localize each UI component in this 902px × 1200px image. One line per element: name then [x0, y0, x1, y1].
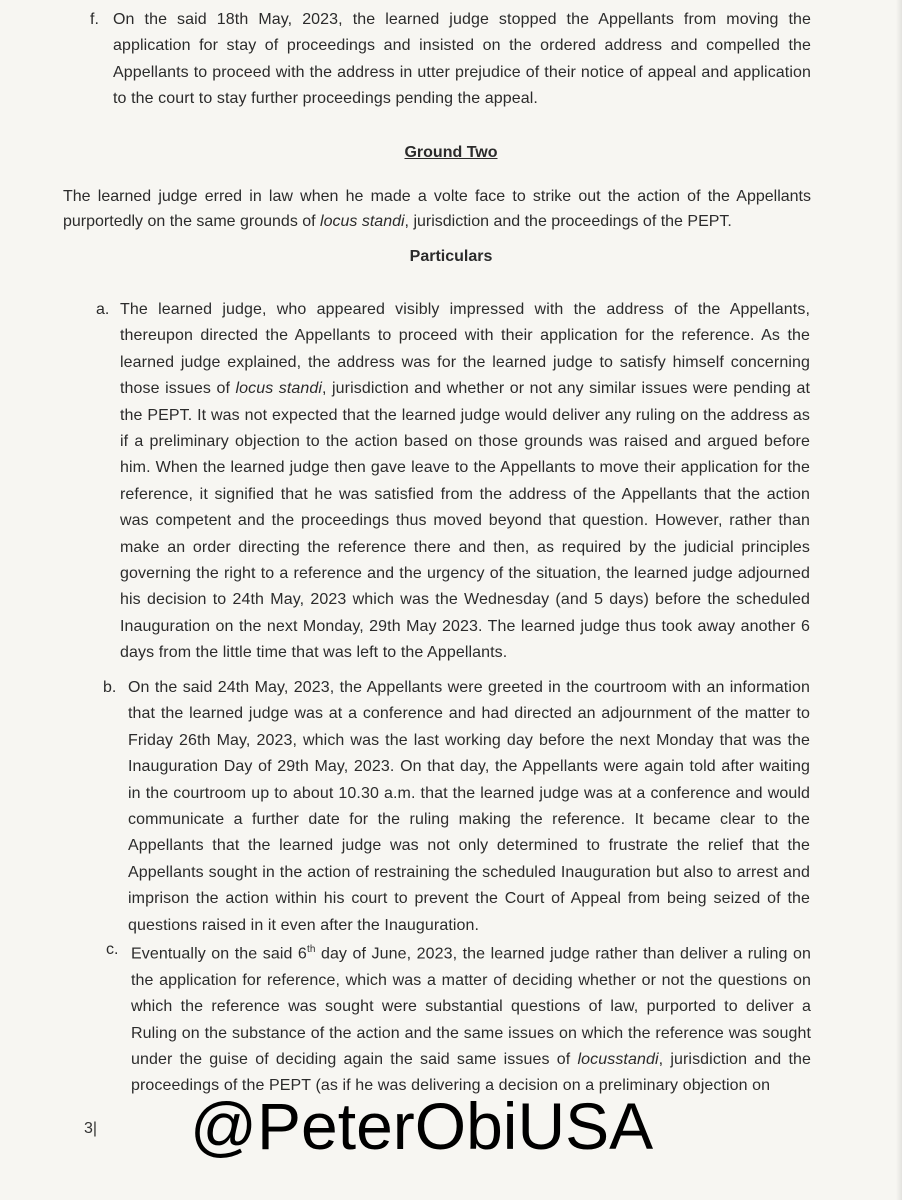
para-c-text — [131, 937, 811, 1100]
para-c-text-part-2: day of June, 2023, the learned judge rather than deliver a ruling on the application for reference, which was a matter of deciding whether or not the questions on which the reference was sought were substantial questions of law, purported to deliver a Ruling on the substance of the action and the same issues on which the reference was sought under the guise of deciding again the said same issues of — [131, 945, 811, 1068]
ground-two-heading: Ground Two — [404, 144, 498, 161]
para-f-marker: f. — [90, 11, 99, 28]
page-edge-shadow — [896, 0, 902, 1200]
ground-two-italic: locus standi — [320, 213, 405, 230]
para-a-marker: a. — [96, 301, 110, 318]
ground-two-text-part-1: The learned judge erred in law when he made a volte face to strike out the action of the Appellants purportedly on the same grounds of — [63, 188, 811, 230]
watermark-handle: @PeterObiUSA — [190, 1089, 654, 1163]
para-c-text-part-3: , jurisdiction and the proceedings of the PEPT (as if he was delivering a decision on a preliminary objection on — [131, 1050, 811, 1095]
para-b-text: On the said 24th May, 2023, the Appellants were greeted in the courtroom with an information that the learned judge was at a conference and had directed an adjournment of the matter to Friday 26th May, 2023, which was the last working day before the next Monday that was the Inauguration Day of 29th May, 2023. On that day, the Appellants were again told after waiting in the courtroom up to about 10.30 a.m. that the learned judge was at a conference and would communicate a further date for the ruling making the reference. It became clear to the Appellants that the learned judge was not only determined to frustrate the relief that the Appellants sought in the action of restraining the scheduled Inauguration but also to arrest and imprison the action within his court to prevent the Court of Appeal from being seized of the questions raised in it even after the Inauguration. — [128, 679, 810, 934]
particulars-heading: Particulars — [409, 248, 493, 265]
page-number: 3| — [84, 1120, 98, 1137]
ground-two-text-part-2: , jurisdiction and the proceedings of the PEPT. — [404, 213, 732, 230]
para-b-marker: b. — [103, 679, 117, 696]
para-f-text: On the said 18th May, 2023, the learned judge stopped the Appellants from moving the application for stay of proceedings and insisted on the ordered address and compelled the Appellants to proceed with the address in utter prejudice of their notice of appeal and application to the court to stay further proceedings pending the appeal. — [113, 11, 811, 108]
para-a-italic: locus standi — [235, 380, 323, 398]
para-c-superscript: th — [306, 944, 316, 955]
para-c-italic: locusstandi — [577, 1050, 659, 1068]
para-c-text-part-1: Eventually on the said 6 — [131, 945, 307, 963]
ground-two-text — [63, 184, 811, 234]
para-a-text-part-1: The learned judge, who appeared visibly impressed with the address of the Appellants, thereupon directed the Appellants to proceed with their application for the reference. As the learned judge explained, the address was for the learned judge to satisfy himself concerning those issues of — [120, 301, 810, 398]
para-c-marker: c. — [106, 941, 119, 958]
para-a-text-part-2: , jurisdiction and whether or not any similar issues were pending at the PEPT. It was not expected that the learned judge would deliver any ruling on the address as if a preliminary objection to the action based on those grounds was raised and argued before him. When the learned judge then gave leave to the Appellants to move their application for the reference, it signified that he was satisfied from the address of the Appellants that the action was competent and the proceedings thus moved beyond that question. However, rather than make an order directing the reference there and then, as required by the judicial principles governing the right to a reference and the urgency of the situation, the learned judge adjourned his decision to 24th May, 2023 which was the Wednesday (and 5 days) before the scheduled Inauguration on the next Monday, 29th May 2023. The learned judge thus took away another 6 days from the little time that was left to the Appellants. — [120, 380, 810, 662]
para-a-text — [120, 297, 810, 667]
